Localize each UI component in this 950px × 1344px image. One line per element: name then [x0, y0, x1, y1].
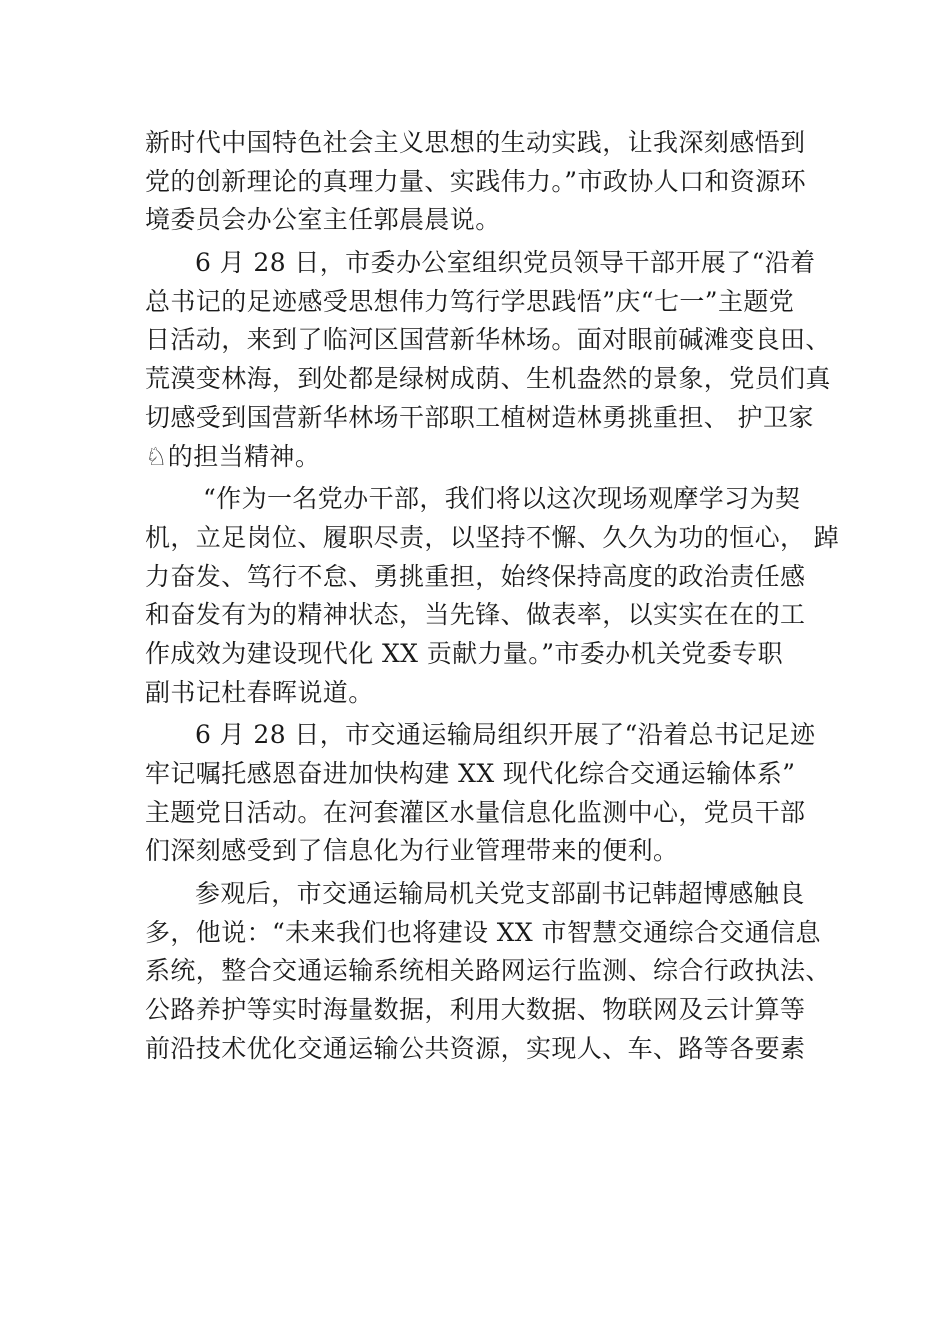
text-line: 主题党日活动。在河套灌区水量信息化监测中心，党员干部 — [145, 797, 806, 827]
text-line: 副书记杜春晖说道。 — [145, 677, 374, 707]
paragraph-2 — [145, 244, 831, 476]
text-line: 6 月 28 日，市委办公室组织党员领导干部开展了“沿着 — [195, 248, 816, 278]
text-line: 切感受到国营新华林场干部职工植树造林勇挑重担、 护卫家 — [145, 402, 814, 432]
text-line: 公路养护等实时海量数据，利用大数据、物联网及云计算等 — [145, 995, 806, 1025]
text-line: 参观后，市交通运输局机关党支部副书记韩超博感触良 — [195, 879, 805, 909]
text-line: “作为一名党办干部，我们将以这次现场观摩学习为契 — [203, 484, 801, 514]
paragraph-5 — [145, 875, 831, 1068]
text-line: 们深刻感受到了信息化为行业管理带来的便利。 — [145, 836, 679, 866]
text-line: ♘的担当精神。 — [145, 441, 321, 471]
text-line: 多，他说：“未来我们也将建设 XX 市智慧交通综合交通信息 — [145, 917, 821, 947]
text-line: 系统，整合交通运输系统相关路网运行监测、综合行政执法、 — [145, 956, 831, 986]
text-line: 党的创新理论的真理力量、实践伟力。”市政协人口和资源环 — [145, 166, 807, 196]
document-body — [145, 124, 840, 1069]
text-line: 总书记的足迹感受思想伟力笃行学思践悟”庆“七一”主题党 — [145, 286, 795, 316]
text-line: 和奋发有为的精神状态，当先锋、做表率，以实实在在的工 — [145, 600, 806, 630]
text-line: 新时代中国特色社会主义思想的生动实践，让我深刻感悟到 — [145, 128, 806, 157]
paragraph-4 — [145, 716, 816, 871]
text-line: 境委员会办公室主任郭晨晨说。 — [145, 205, 501, 235]
text-line: 牢记嘱托感恩奋进加快构建 XX 现代化综合交通运输体系” — [145, 759, 796, 788]
text-line: 6 月 28 日，市交通运输局组织开展了“沿着总书记足迹 — [195, 720, 816, 750]
text-line: 前沿技术优化交通运输公共资源，实现人、车、路等各要素 — [145, 1033, 806, 1063]
paragraph-3 — [145, 480, 840, 712]
paragraph-1 — [145, 124, 810, 240]
text-line: 机，立足岗位、履职尽责，以坚持不懈、久久为功的恒心， 踔 — [145, 522, 840, 552]
text-line: 日活动，来到了临河区国营新华林场。面对眼前碱滩变良田、 — [145, 325, 831, 355]
text-line: 力奋发、笃行不怠、勇挑重担，始终保持高度的政治责任感 — [145, 561, 806, 591]
text-line: 作成效为建设现代化 XX 贡献力量。”市委办机关党委专职 — [145, 638, 783, 668]
text-line: 荒漠变林海，到处都是绿树成荫、生机盎然的景象，党员们真 — [145, 364, 831, 394]
